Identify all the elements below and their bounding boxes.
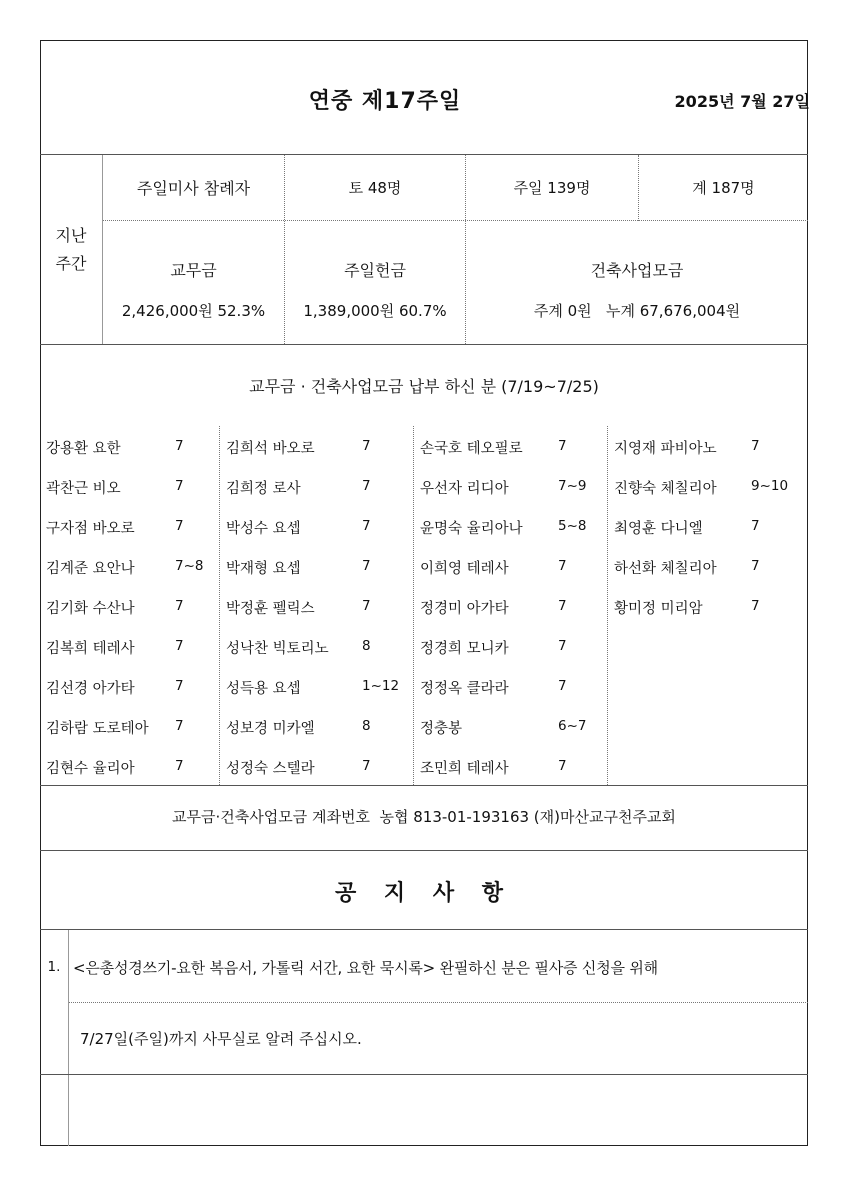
donor-name: 구자점 바오로 xyxy=(46,521,135,537)
donor-name: 성낙찬 빅토리노 xyxy=(226,641,329,657)
page-title: 연중 제17주일 xyxy=(308,89,462,114)
donor-months: 7 xyxy=(175,638,184,654)
divider xyxy=(103,220,808,221)
divider xyxy=(40,1074,808,1075)
donor-name: 정경희 모니카 xyxy=(420,641,509,657)
bulletin-date: 2025년 7월 27일 xyxy=(674,92,810,111)
donor-name: 박정훈 펠릭스 xyxy=(226,601,315,617)
donor-name: 김현수 율리아 xyxy=(46,761,135,777)
building-fund-label: 건축사업모금 xyxy=(590,261,684,280)
donor-months: 7 xyxy=(362,558,371,574)
notice-line-1: <은총성경쓰기-요한 복음서, 가톨릭 서간, 요한 묵시록> 완필하신 분은 필사증 신청을 위해 xyxy=(73,959,658,977)
attendance-saturday: 토 48명 xyxy=(348,179,402,197)
donor-months: 7 xyxy=(751,558,760,574)
donor-name: 강용환 요한 xyxy=(46,441,121,457)
donor-name: 곽찬근 비오 xyxy=(46,481,121,497)
dues-value: 2,426,000원 52.3% xyxy=(121,302,266,320)
donor-months: 7 xyxy=(558,758,567,774)
donor-months: 7~8 xyxy=(175,558,204,574)
donor-months: 7 xyxy=(175,518,184,534)
donor-months: 7 xyxy=(175,598,184,614)
offering-value: 1,389,000원 60.7% xyxy=(303,302,447,320)
donor-name: 김하람 도로테아 xyxy=(46,721,149,737)
donor-months: 7 xyxy=(558,638,567,654)
attendance-sunday: 주일 139명 xyxy=(513,179,591,197)
divider xyxy=(40,344,808,345)
donor-months: 7 xyxy=(558,598,567,614)
donor-name: 하선화 체칠리아 xyxy=(614,561,717,577)
donor-months: 8 xyxy=(362,638,371,654)
donor-name: 박재형 요셉 xyxy=(226,561,301,577)
donor-months: 7 xyxy=(362,518,371,534)
donor-name: 김선경 아가타 xyxy=(46,681,135,697)
donor-months: 7 xyxy=(175,438,184,454)
donor-name: 진향숙 체칠리아 xyxy=(614,481,717,497)
donor-months: 7 xyxy=(175,678,184,694)
offering-label: 주일헌금 xyxy=(344,261,406,280)
donor-months: 7 xyxy=(175,478,184,494)
donor-name: 정경미 아가타 xyxy=(420,601,509,617)
last-week-label-line2: 주간 xyxy=(55,254,87,273)
donor-months: 7~9 xyxy=(558,478,587,494)
donor-name: 김복희 테레사 xyxy=(46,641,135,657)
donor-months: 1~12 xyxy=(362,678,400,694)
divider xyxy=(40,850,808,851)
divider xyxy=(219,426,220,785)
donor-months: 6~7 xyxy=(558,718,587,734)
donor-name: 지영재 파비아노 xyxy=(614,441,717,457)
donors-heading: 교무금 · 건축사업모금 납부 하신 분 (7/19~7/25) xyxy=(249,377,599,396)
donor-name: 김희정 로사 xyxy=(226,481,301,497)
notices-title: 공 지 사 항 xyxy=(335,881,513,906)
donor-name: 조민희 테레사 xyxy=(420,761,509,777)
building-fund-value: 주계 0원 누계 67,676,004원 xyxy=(533,302,741,320)
donor-name: 김계준 요안나 xyxy=(46,561,135,577)
attendance-label: 주일미사 참례자 xyxy=(136,179,251,198)
donor-months: 7 xyxy=(175,718,184,734)
donor-name: 황미정 미리암 xyxy=(614,601,703,617)
donor-months: 5~8 xyxy=(558,518,587,534)
donor-months: 7 xyxy=(751,598,760,614)
donor-name: 정정옥 클라라 xyxy=(420,681,509,697)
divider xyxy=(413,426,414,785)
donor-name: 김희석 바오로 xyxy=(226,441,315,457)
donor-months: 7 xyxy=(362,438,371,454)
attendance-total: 계 187명 xyxy=(692,179,755,197)
donor-name: 성보경 미카엘 xyxy=(226,721,315,737)
divider xyxy=(40,929,808,930)
donor-name: 손국호 테오필로 xyxy=(420,441,523,457)
notice-number: 1. xyxy=(47,959,61,975)
donor-months: 7 xyxy=(558,558,567,574)
divider xyxy=(40,785,808,786)
donor-name: 윤명숙 율리아나 xyxy=(420,521,523,537)
donor-months: 7 xyxy=(751,518,760,534)
donor-months: 7 xyxy=(558,438,567,454)
donor-months: 7 xyxy=(175,758,184,774)
last-week-label-line1: 지난 xyxy=(55,226,87,245)
last-week-label xyxy=(41,222,101,278)
dues-label: 교무금 xyxy=(170,261,217,280)
donor-name: 김기화 수산나 xyxy=(46,601,135,617)
donor-name: 이희영 테레사 xyxy=(420,561,509,577)
donor-months: 7 xyxy=(362,758,371,774)
donor-name: 최영훈 다니엘 xyxy=(614,521,703,537)
donor-name: 우선자 리디아 xyxy=(420,481,509,497)
divider xyxy=(68,930,69,1146)
donor-name: 성득용 요셉 xyxy=(226,681,301,697)
bulletin-frame xyxy=(40,40,808,1146)
donor-name: 성정숙 스텔라 xyxy=(226,761,315,777)
donor-months: 9~10 xyxy=(751,478,789,494)
donor-name: 정충봉 xyxy=(420,721,463,737)
bank-account: 교무금·건축사업모금 계좌번호 농협 813-01-193163 (재)마산교구천주교회 xyxy=(172,808,676,826)
donor-months: 8 xyxy=(362,718,371,734)
donor-months: 7 xyxy=(362,598,371,614)
divider xyxy=(607,426,608,785)
donor-months: 7 xyxy=(362,478,371,494)
divider xyxy=(40,154,808,155)
notice-line-2: 7/27일(주일)까지 사무실로 알려 주십시오. xyxy=(80,1030,362,1048)
donor-months: 7 xyxy=(558,678,567,694)
divider xyxy=(69,1002,808,1003)
donor-name: 박성수 요셉 xyxy=(226,521,301,537)
donor-months: 7 xyxy=(751,438,760,454)
